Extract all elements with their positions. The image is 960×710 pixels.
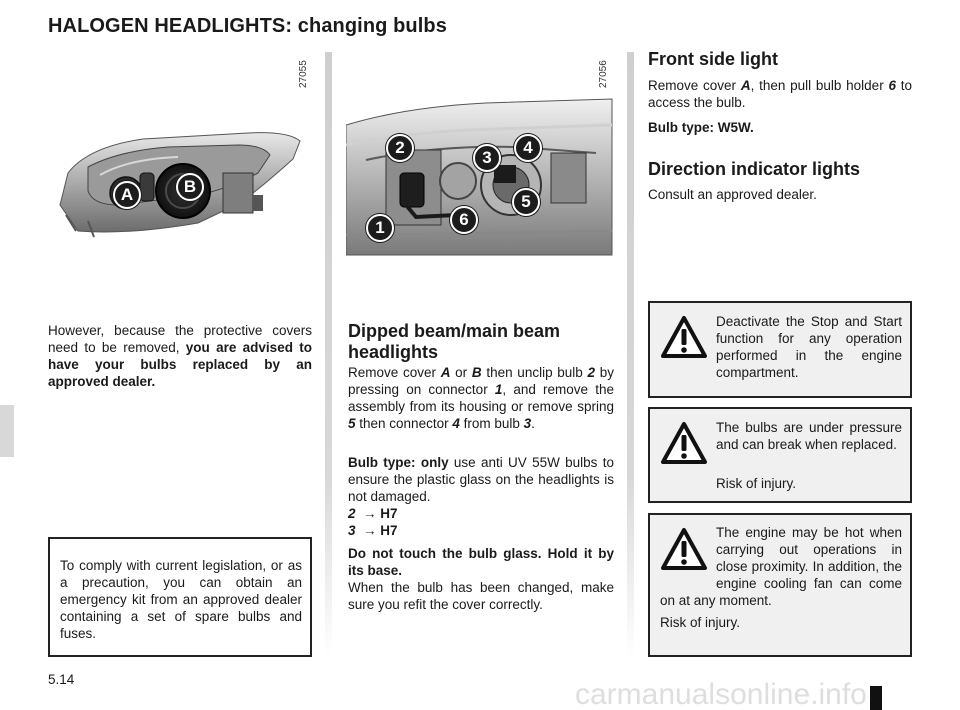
bulb-list-item — [348, 505, 614, 522]
col1-paragraph-text: However, because the protective covers need to be removed, — [48, 323, 312, 355]
col1-paragraph — [48, 322, 312, 390]
refit-cover-text: When the bulb has been changed, make sure you refit the cover correctly. — [348, 580, 614, 612]
footer-mark — [870, 686, 882, 710]
col2-paragraph-2 — [348, 454, 614, 505]
callout-B: B — [176, 173, 204, 201]
col3-consult-dealer: Consult an approved dealer. — [648, 187, 817, 202]
figure-number-left: 27055 — [298, 60, 309, 88]
warning-text-risk-injury: Risk of injury. — [716, 476, 797, 491]
info-box-emergency-kit — [48, 537, 312, 657]
arrow: → — [363, 523, 377, 538]
ref-A: A — [440, 365, 451, 380]
txt: then unclip bulb — [481, 365, 588, 380]
column-divider-right — [627, 52, 634, 657]
ref-B: B — [471, 365, 482, 380]
warning-text-engine-hot — [660, 524, 902, 609]
txt: or — [450, 365, 472, 380]
callout-3: 3 — [473, 144, 501, 172]
txt: Remove cover — [648, 78, 741, 93]
ref-4: 4 — [452, 416, 460, 431]
txt: , and remove the assembly from its housing or remove spring — [348, 382, 614, 414]
txt: , then pull bulb holder — [750, 78, 889, 93]
icon-float-spacer — [660, 524, 716, 592]
warning-text-risk-injury-2: Risk of injury. — [660, 615, 741, 630]
warning-box-engine-hot — [648, 513, 912, 657]
bulb-ref: 2 — [348, 506, 356, 521]
figure-headlight-bulb-detail — [346, 55, 614, 265]
warning-text-bulb-pressure: The bulbs are under pressure and can break when replaced. — [716, 420, 902, 452]
ref-6: 6 — [888, 78, 896, 93]
ref-3: 3 — [523, 416, 532, 431]
info-box-text: To comply with current legislation, or as a precaution, you can obtain an emergency kit from an approved dealer containing a set of spare bulbs and fuses. — [60, 558, 302, 641]
callout-1: 1 — [366, 214, 394, 242]
ref-1: 1 — [494, 382, 503, 397]
figure-number-middle: 27056 — [598, 60, 609, 88]
arrow: → — [363, 506, 377, 521]
txt: then connector — [355, 416, 453, 431]
bulb-type: H7 — [380, 523, 398, 538]
col1-paragraph-bold: you are advised to have your bulbs replaced by an approved dealer. — [48, 340, 312, 389]
col2-paragraph-1 — [348, 364, 614, 432]
warning-text-engine-hot-body: The engine may be hot when carrying out operations in close proximity. In addition, the engine cooling fan can come on at any moment. — [660, 525, 902, 608]
callout-A: A — [113, 181, 141, 209]
warning-box-bulb-pressure — [648, 407, 912, 503]
callout-2: 2 — [386, 134, 414, 162]
callout-5: 5 — [512, 188, 540, 216]
figure-headlight-rear-view — [48, 55, 313, 265]
bulb-ref: 3 — [348, 523, 356, 538]
bulb-list-item — [348, 522, 614, 539]
ref-A: A — [740, 78, 751, 93]
txt: from bulb — [459, 416, 524, 431]
heading-dipped-main-beam: Dipped beam/main beam headlights — [348, 321, 561, 362]
txt: . — [531, 416, 535, 431]
headlight-rear-illustration — [48, 55, 313, 265]
warning-triangle-icon — [660, 421, 708, 465]
column-divider-left — [325, 52, 332, 657]
bulb-type-text: use anti UV 55W bulbs to ensure the plastic glass on the headlights is not damaged. — [348, 455, 614, 504]
col2-paragraph-3 — [348, 545, 614, 613]
watermark: carmanualsonline.info — [575, 678, 867, 710]
warning-box-stop-start — [648, 301, 912, 398]
bulb-type-label: Bulb type: only — [348, 455, 449, 470]
heading-direction-indicator: Direction indicator lights — [648, 159, 861, 179]
page-title: HALOGEN HEADLIGHTS: changing bulbs — [48, 15, 447, 37]
warning-triangle-icon — [660, 315, 708, 359]
dont-touch-warning: Do not touch the bulb glass. Hold it by its base. — [348, 546, 614, 578]
col3-paragraph-1 — [648, 77, 912, 111]
callout-4: 4 — [514, 134, 542, 162]
txt: to access the bulb. — [648, 78, 912, 110]
warning-text-stop-start: Deactivate the Stop and Start function for any operation performed in the engine compartment. — [716, 314, 902, 380]
heading-front-side-light: Front side light — [648, 49, 778, 69]
bulb-type: H7 — [380, 506, 398, 521]
bulb-list — [348, 505, 614, 539]
col3-bulb-type: Bulb type: W5W. — [648, 120, 754, 135]
callout-6: 6 — [450, 206, 478, 234]
txt: by pressing on connector — [348, 365, 614, 397]
txt: Remove cover — [348, 365, 441, 380]
ref-5: 5 — [348, 416, 356, 431]
chapter-tab-marker — [0, 405, 14, 457]
ref-2: 2 — [587, 365, 596, 380]
page-number: 5.14 — [48, 672, 75, 687]
